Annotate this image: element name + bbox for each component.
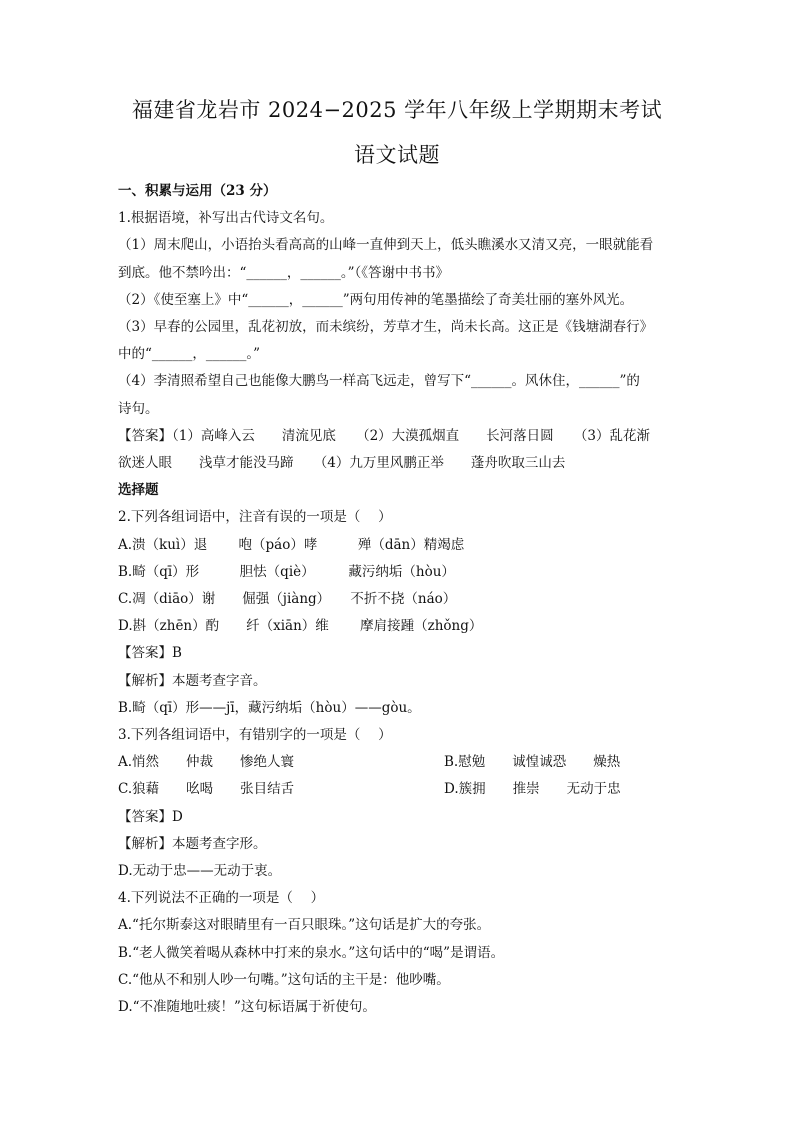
answer-1-line1: 【答案】（1）高峰入云 清流见底 （2）大漠孤烟直 长河落日圆 （3）乱花渐 bbox=[118, 427, 651, 444]
question-1: 1.根据语境，补写出古代诗文名句。 bbox=[118, 210, 334, 227]
answer-1-line2: 欲迷人眼 浅草才能没马蹄 （4）九万里风鹏正举 蓬舟吹取三山去 bbox=[118, 455, 566, 472]
question-2-option-c: C.凋（diāo）谢 倔强（jiàng） 不折不挠（náo） bbox=[118, 591, 457, 608]
question-1-1-line2: 到底。他不禁吟出：“______，______。”（《答谢中书书》 bbox=[118, 264, 450, 281]
answer-2: 【答案】B bbox=[118, 645, 182, 662]
question-4-option-b: B.“老人微笑着喝从森林中打来的泉水。”这句话中的“喝”是谓语。 bbox=[118, 944, 505, 961]
question-1-2: （2）《使至塞上》中“______，______”两句用传神的笔墨描绘了奇美壮丽的塞外风光。 bbox=[118, 291, 634, 308]
question-1-4-line1: （4）李清照希望自己也能像大鹏鸟一样高飞远走，曾写下“______。风休住，______”的 bbox=[118, 373, 640, 390]
question-3-options-row1 bbox=[118, 749, 678, 776]
question-2-option-a: A.溃（kuì）退 咆（páo）哮 殚（dān）精竭虑 bbox=[118, 536, 465, 553]
exam-title: 福建省龙岩市 2024−2025 学年八年级上学期期末考试 bbox=[131, 98, 663, 122]
question-2-option-d: D.斟（zhēn）酌 纤（xiān）维 摩肩接踵（zhǒng） bbox=[118, 618, 483, 635]
explanation-3-detail: D.无动于忠——无动于衷。 bbox=[118, 863, 282, 880]
question-3-option-a: A.悄然 仲裁 惨绝人寰 bbox=[118, 754, 295, 771]
exam-subtitle: 语文试题 bbox=[354, 143, 440, 167]
explanation-3: 【解析】本题考查字形。 bbox=[118, 835, 267, 852]
question-4-option-a: A.“托尔斯泰这对眼睛里有一百只眼珠。”这句话是扩大的夸张。 bbox=[118, 917, 491, 934]
question-3: 3.下列各组词语中，有错别字的一项是（ ） bbox=[118, 727, 392, 744]
question-4: 4.下列说法不正确的一项是（ ） bbox=[118, 890, 325, 907]
section-heading: 一、积累与运用（23 分） bbox=[118, 183, 277, 199]
question-3-option-b: B.慰勉 诚惶诚恐 燥热 bbox=[444, 754, 621, 771]
choice-section-heading: 选择题 bbox=[118, 482, 159, 499]
question-4-option-d: D.“不准随地吐痰！”这句标语属于祈使句。 bbox=[118, 999, 376, 1016]
answer-3: 【答案】D bbox=[118, 808, 183, 825]
question-4-option-c: C.“他从不和别人吵一句嘴。”这句话的主干是：他吵嘴。 bbox=[118, 971, 450, 988]
question-2: 2.下列各组词语中，注音有误的一项是（ ） bbox=[118, 509, 392, 526]
question-1-4-line2: 诗句。 bbox=[118, 400, 159, 417]
question-1-3-line1: （3）早春的公园里，乱花初放，而未缤纷，芳草才生，尚未长高。这正是《钱塘湖春行》 bbox=[118, 319, 654, 336]
explanation-2: 【解析】本题考查字音。 bbox=[118, 672, 267, 689]
exam-content bbox=[118, 178, 678, 1021]
question-3-option-d: D.簇拥 推崇 无动于忠 bbox=[444, 781, 621, 798]
question-3-options-row2 bbox=[118, 776, 678, 803]
explanation-2-detail: B.畸（qī）形——jī，藏污纳垢（hòu）——gòu。 bbox=[118, 699, 421, 716]
question-1-3-line2: 中的“______，______。” bbox=[118, 346, 261, 363]
question-2-option-b: B.畸（qī）形 胆怯（qiè） 藏污纳垢（hòu） bbox=[118, 563, 455, 580]
question-3-option-c: C.狼藉 吆喝 张目结舌 bbox=[118, 781, 295, 798]
question-1-1-line1: （1）周末爬山，小语抬头看高高的山峰一直伸到天上，低头瞧溪水又清又亮，一眼就能看 bbox=[118, 237, 654, 254]
